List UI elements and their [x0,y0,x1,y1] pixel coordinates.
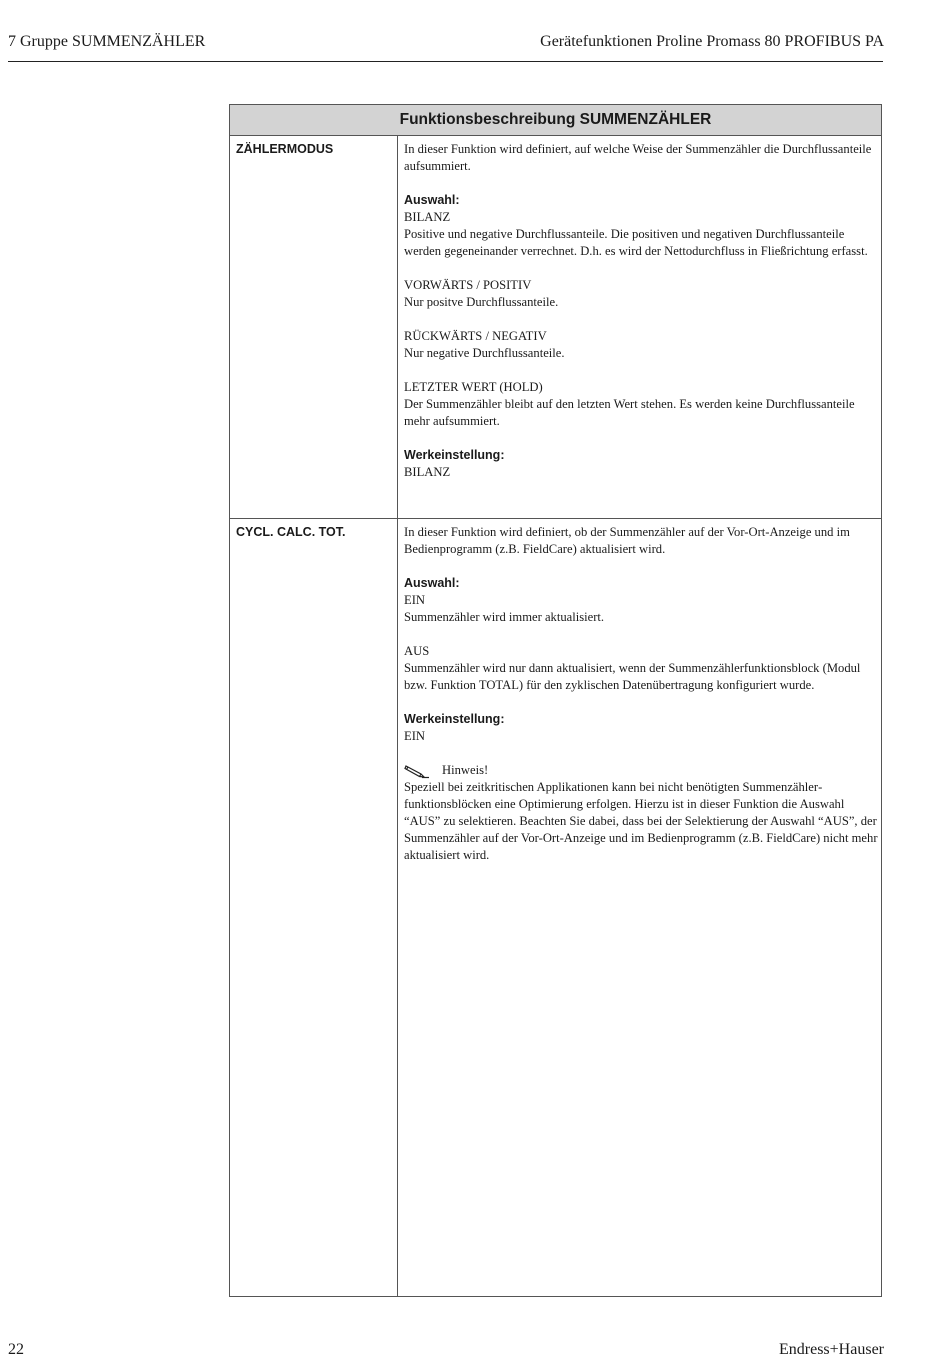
note-heading [404,762,879,779]
intro-text: In dieser Funktion wird definiert, ob der Summenzähler auf der Vor-Ort-Anzeige und im Bedienprogramm (z.B. FieldCare) aktualisiert wird. [404,525,850,556]
option-value: RÜCKWÄRTS / NEGATIV [404,329,547,343]
header-rule [8,61,883,62]
option-block [404,328,879,362]
option-value: AUS [404,644,430,658]
function-table [229,104,882,1297]
selection-block [404,575,879,626]
default-block [404,711,879,745]
table-title: Funktionsbeschreibung SUMMENZÄHLER [230,105,881,136]
option-value: VORWÄRTS / POSITIV [404,278,532,292]
default-label: Werkeinstellung: [404,712,505,726]
pencil-note-icon [404,763,430,779]
selection-label: Auswahl: [404,193,460,207]
brand-name: Endress+Hauser [779,1341,884,1358]
running-header-title: Gerätefunktionen Proline Promass 80 PROFIBUS PA [540,33,884,50]
option-block [404,277,879,311]
selection-label: Auswahl: [404,576,460,590]
default-value: BILANZ [404,465,451,479]
running-header-section: 7 Gruppe SUMMENZÄHLER [8,33,206,50]
option-description: Nur negative Durchflussanteile. [404,346,565,360]
intro-text: In dieser Funktion wird definiert, auf welche Weise der Summenzähler die Durchflussanteile aufsummiert. [404,142,872,173]
page-number: 22 [8,1341,24,1358]
function-description [404,524,879,864]
option-description: Positive und negative Durchflussanteile. Die positiven und negativen Durchflussanteile werden gegeneinander verrechnet. D.h. es wird der Nettodurchfluss in Fließrichtung erfasst. [404,227,868,258]
option-description: Nur positve Durchflussanteile. [404,295,559,309]
option-value: BILANZ [404,210,451,224]
function-description [404,141,879,498]
table-row-zaehlermodus [230,136,881,519]
note-block [404,762,879,864]
option-description: Summenzähler wird nur dann aktualisiert, wenn der Summenzählerfunktionsblock (Modul bzw. Funktion TOTAL) für den zyklischen Datenübertragung konfiguriert wurde. [404,661,861,692]
option-description: Der Summenzähler bleibt auf den letzten Wert stehen. Es werden keine Durchflussanteile mehr aufsummiert. [404,397,855,428]
default-block [404,447,879,481]
default-value: EIN [404,729,425,743]
option-block [404,379,879,430]
option-block [404,643,879,694]
function-name: ZÄHLERMODUS [236,142,334,156]
option-value: LETZTER WERT (HOLD) [404,380,543,394]
function-name: CYCL. CALC. TOT. [236,525,346,539]
table-row-cycl-calc-tot [230,519,881,1296]
note-label: Hinweis! [442,763,489,777]
default-label: Werkeinstellung: [404,448,505,462]
note-text: Speziell bei zeitkritischen Applikationen kann bei nicht benötigten Summenzählerfunktionsblöcken eine Optimierung erfolgen. Hierzu ist in dieser Funktion die Auswahl “AUS” zu selektieren. Beachten Sie dabei, dass bei der Selektierung der Auswahl “AUS”, der Summenzähler auf der Vor-Ort-Anzeige und im Bedienprogramm (z.B. FieldCare) nicht mehr aktualisiert wird. [404,780,878,862]
selection-block [404,192,879,260]
option-value: EIN [404,593,425,607]
option-description: Summenzähler wird immer aktualisiert. [404,610,605,624]
